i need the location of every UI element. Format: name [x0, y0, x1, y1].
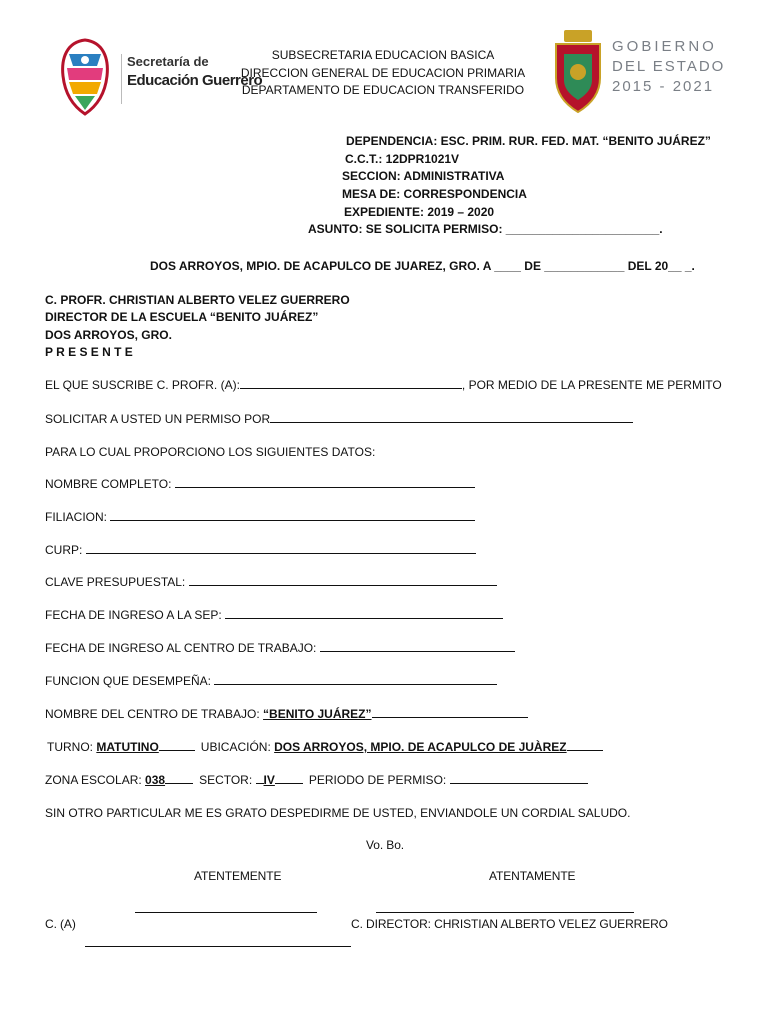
meta-asunto: ASUNTO: SE SOLICITA PERMISO: _______________________. — [308, 222, 663, 236]
turno-line — [159, 740, 195, 751]
permiso-label: SOLICITAR A USTED UN PERMISO POR — [45, 412, 271, 426]
recipient-line-3: DOS ARROYOS, GRO. — [45, 328, 172, 342]
left-signature-line[interactable] — [135, 912, 317, 913]
meta-seccion: SECCION: ADMINISTRATIVA — [342, 169, 505, 183]
gobierno-estado-logo — [550, 28, 726, 116]
education-emblem-icon — [55, 36, 115, 118]
gov-logo-line1: GOBIERNO — [612, 38, 717, 55]
filiacion-row — [45, 510, 475, 524]
place-date-line: DOS ARROYOS, MPIO. DE ACAPULCO DE JUAREZ, GRO. A ____ DE ____________ DEL 20__ _. — [150, 259, 695, 273]
clave-row — [45, 575, 497, 589]
centro-label: NOMBRE DEL CENTRO DE TRABAJO: — [45, 707, 264, 721]
suscribe-label: EL QUE SUSCRIBE C. PROFR. (A): — [45, 378, 240, 392]
meta-cct: C.C.T.: 12DPR1021V — [345, 152, 460, 166]
fecha-centro-field[interactable] — [320, 641, 515, 652]
funcion-row — [45, 674, 497, 688]
state-coat-of-arms-icon — [550, 28, 606, 114]
centro-field-line — [372, 707, 528, 718]
nombre-row — [45, 477, 475, 491]
suscribe-name-field[interactable] — [240, 378, 462, 389]
filiacion-field[interactable] — [110, 510, 475, 521]
zona-line — [165, 773, 193, 784]
clave-label: CLAVE PRESUPUESTAL: — [45, 575, 189, 589]
zona-label: ZONA ESCOLAR: — [45, 773, 146, 787]
right-signature-title: ATENTAMENTE — [489, 869, 576, 883]
curp-field[interactable] — [86, 543, 476, 554]
sector-line — [275, 773, 303, 784]
centro-value: “BENITO JUÁREZ” — [263, 707, 372, 721]
suscribe-row — [45, 378, 722, 392]
nombre-label: NOMBRE COMPLETO: — [45, 477, 175, 491]
sector-pre-line — [256, 773, 264, 784]
header-line-3: DEPARTAMENTO DE EDUCACION TRANSFERIDO — [241, 83, 525, 97]
fecha-centro-label: FECHA DE INGRESO AL CENTRO DE TRABAJO: — [45, 641, 320, 655]
secretaria-educacion-logo — [55, 36, 263, 118]
header-line-2: DIRECCION GENERAL DE EDUCACION PRIMARIA — [240, 66, 526, 80]
recipient-line-1: C. PROFR. CHRISTIAN ALBERTO VELEZ GUERRERO — [45, 293, 350, 307]
zona-value: 038 — [145, 773, 166, 787]
permiso-row — [45, 412, 633, 426]
turno-row — [47, 740, 603, 754]
zona-row — [45, 773, 588, 787]
recipient-line-2: DIRECTOR DE LA ESCUELA “BENITO JUÁREZ” — [45, 310, 319, 324]
meta-mesa: MESA DE: CORRESPONDENCIA — [342, 187, 527, 201]
funcion-field[interactable] — [214, 674, 497, 685]
filiacion-label: FILIACION: — [45, 510, 111, 524]
ubicacion-line — [567, 740, 603, 751]
clave-field[interactable] — [189, 575, 497, 586]
suscribe-tail: , POR MEDIO DE LA PRESENTE ME PERMITO — [461, 378, 722, 392]
right-signature-name: C. DIRECTOR: CHRISTIAN ALBERTO VELEZ GUERRERO — [351, 917, 668, 931]
ubicacion-value: DOS ARROYOS, MPIO. DE ACAPULCO DE JUÀREZ — [274, 740, 567, 754]
curp-row — [45, 543, 476, 557]
datos-intro: PARA LO CUAL PROPORCIONO LOS SIGUIENTES DATOS: — [45, 445, 376, 459]
sector-label: SECTOR: — [199, 773, 256, 787]
gov-logo-line3: 2015 - 2021 — [612, 78, 715, 95]
closing-text: SIN OTRO PARTICULAR ME ES GRATO DESPEDIRME DE USTED, ENVIANDOLE UN CORDIAL SALUDO. — [45, 806, 631, 820]
fecha-sep-field[interactable] — [225, 608, 503, 619]
fecha-sep-label: FECHA DE INGRESO A LA SEP: — [45, 608, 226, 622]
meta-expediente: EXPEDIENTE: 2019 – 2020 — [344, 205, 495, 219]
centro-row — [45, 707, 528, 721]
header-line-1: SUBSECRETARIA EDUCACION BASICA — [271, 48, 495, 62]
meta-dependencia: DEPENDENCIA: ESC. PRIM. RUR. FED. MAT. “BENITO JUÁREZ” — [346, 134, 711, 148]
left-signature-name: C. (A) — [45, 917, 76, 931]
turno-label: TURNO: — [47, 740, 97, 754]
funcion-label: FUNCION QUE DESEMPEÑA: — [45, 674, 215, 688]
nombre-field[interactable] — [175, 477, 475, 488]
gov-logo-line2: DEL ESTADO — [612, 58, 726, 75]
turno-value: MATUTINO — [96, 740, 159, 754]
recipient-line-4: P R E S E N T E — [45, 345, 133, 359]
left-name-line[interactable] — [85, 946, 351, 947]
periodo-label: PERIODO DE PERMISO: — [308, 773, 450, 787]
right-signature-line[interactable] — [376, 912, 634, 913]
logo-text-line1: Secretaría de — [127, 54, 209, 69]
fecha-sep-row — [45, 608, 503, 622]
vobo-label: Vo. Bo. — [366, 838, 404, 852]
fecha-centro-row — [45, 641, 515, 655]
ubicacion-label: UBICACIÓN: — [200, 740, 275, 754]
left-signature-title: ATENTEMENTE — [194, 869, 282, 883]
logo-text-line2: Educación Guerrero — [127, 72, 263, 89]
periodo-field[interactable] — [450, 773, 588, 784]
curp-label: CURP: — [45, 543, 86, 557]
permiso-reason-field[interactable] — [270, 412, 633, 423]
sector-value: IV — [263, 773, 275, 787]
